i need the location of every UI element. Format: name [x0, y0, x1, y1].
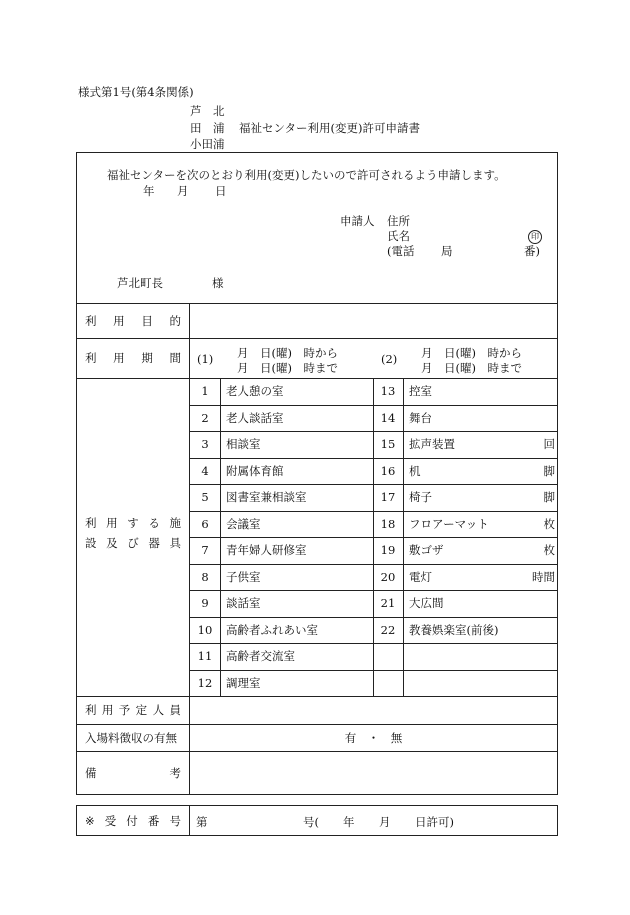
facility-name: 高齢者交流室	[226, 649, 295, 664]
facility-number: 14	[380, 410, 396, 425]
facility-name: 調理室	[226, 675, 261, 690]
application-form	[76, 152, 558, 795]
date-day-label: 日	[215, 184, 227, 198]
facility-number: 21	[380, 596, 396, 611]
period-1-to[interactable]: 月 日(曜) 時まで	[237, 361, 338, 375]
facility-name: 教養娯楽室(前後)	[409, 622, 499, 637]
facility-item[interactable]	[409, 643, 555, 670]
facility-item[interactable]	[409, 458, 555, 485]
facility-name: 控室	[409, 384, 432, 399]
facility-number	[373, 643, 403, 670]
receipt-year: 年	[343, 815, 355, 829]
addressee: 芦北町長	[117, 276, 163, 290]
address-label: 住所	[387, 214, 410, 228]
receipt-day-permit: 日許可)	[415, 815, 454, 829]
facility-number	[373, 670, 403, 697]
facility-name: 老人談話室	[226, 410, 284, 425]
title-prefix-bottom: 小田浦	[190, 137, 225, 151]
purpose-label: 利 用 目 的	[85, 313, 181, 328]
title-prefix-top: 芦 北	[190, 104, 225, 118]
period-2-from[interactable]: 月 日(曜) 時から	[421, 346, 522, 360]
period-1-marker: (1)	[197, 352, 214, 366]
facility-number: 1	[201, 384, 209, 399]
remarks-field[interactable]	[190, 751, 557, 794]
facility-item[interactable]	[409, 405, 555, 432]
form-number: 様式第1号(第4条関係)	[78, 85, 194, 99]
facility-name: 椅子	[409, 490, 432, 505]
facility-unit: 枚	[543, 543, 555, 558]
period-2-marker: (2)	[381, 352, 398, 366]
facility-item[interactable]	[226, 670, 371, 697]
people-label: 利 用 予 定 人 員	[85, 703, 181, 717]
period-1-from[interactable]: 月 日(曜) 時から	[237, 346, 338, 360]
facility-number: 19	[380, 543, 396, 558]
facility-number: 6	[201, 516, 209, 531]
facility-number: 13	[380, 384, 396, 399]
honorific: 様	[212, 276, 224, 290]
receipt-label: ※ 受 付 番 号	[85, 813, 181, 828]
facility-unit: 脚	[543, 463, 555, 478]
facility-number: 11	[197, 649, 213, 664]
facility-item[interactable]	[409, 617, 555, 644]
facility-item[interactable]	[226, 511, 371, 538]
period-label: 利 用 期 間	[85, 351, 181, 365]
facility-item[interactable]	[226, 484, 371, 511]
receipt-prefix: 第	[196, 815, 208, 829]
facility-number: 12	[197, 675, 213, 690]
facility-unit: 時間	[532, 569, 555, 584]
facility-name: 会議室	[226, 516, 261, 531]
facility-item[interactable]	[409, 484, 555, 511]
facility-name: 電灯	[409, 569, 432, 584]
facility-number: 18	[380, 516, 396, 531]
facility-number: 15	[380, 437, 396, 452]
facility-item[interactable]	[409, 670, 555, 697]
facility-item[interactable]	[409, 564, 555, 591]
facility-item[interactable]	[226, 458, 371, 485]
facility-name: 机	[409, 463, 421, 478]
seal-icon: 印	[528, 230, 542, 244]
remarks-label: 備 考	[85, 765, 181, 780]
receipt-box	[76, 805, 558, 836]
phone-station: 局	[441, 244, 453, 258]
seal-mark	[528, 228, 542, 244]
facility-item[interactable]	[226, 564, 371, 591]
facility-number: 20	[380, 569, 396, 584]
facility-item[interactable]	[226, 405, 371, 432]
facility-number: 9	[201, 596, 209, 611]
facility-number: 16	[380, 463, 396, 478]
purpose-field[interactable]	[190, 303, 557, 338]
document-title: 福祉センター利用(変更)許可申請書	[239, 121, 421, 135]
facility-name: 敷ゴザ	[409, 543, 444, 558]
date-year-label: 年	[143, 184, 155, 198]
facility-name: 附属体育館	[226, 463, 284, 478]
facility-unit: 脚	[543, 490, 555, 505]
applicant-label: 申請人	[340, 214, 375, 228]
facility-name: 談話室	[226, 596, 261, 611]
facility-label-line-2: 設 及 び 器 具	[85, 536, 181, 550]
facility-name: 舞台	[409, 410, 432, 425]
facility-item[interactable]	[409, 590, 555, 617]
facility-item[interactable]	[226, 537, 371, 564]
facility-grid	[190, 378, 557, 696]
facility-name: フロアーマット	[409, 516, 489, 531]
name-label: 氏名	[387, 229, 410, 243]
facility-name: 拡声装置	[409, 437, 455, 452]
phone-close: 番)	[524, 244, 540, 258]
facility-name: 青年婦人研修室	[226, 543, 307, 558]
application-statement: 福祉センターを次のとおり利用(変更)したいので許可されるよう申請します。	[107, 168, 506, 182]
facility-number: 8	[201, 569, 209, 584]
facility-name: 老人憩の室	[226, 384, 284, 399]
facility-item[interactable]	[226, 643, 371, 670]
facility-item[interactable]	[409, 537, 555, 564]
phone-open: (電話	[387, 244, 415, 258]
facility-name: 子供室	[226, 569, 261, 584]
facility-item[interactable]	[226, 617, 371, 644]
facility-name: 高齢者ふれあい室	[226, 622, 318, 637]
facility-item[interactable]	[226, 590, 371, 617]
facility-label-line-1: 利 用 す る 施	[85, 516, 181, 530]
receipt-month: 月	[379, 815, 391, 829]
facility-unit: 枚	[543, 516, 555, 531]
facility-number: 17	[380, 490, 396, 505]
facility-number: 7	[201, 543, 209, 558]
facility-number: 10	[197, 622, 213, 637]
admission-choice[interactable]: 有 ・ 無	[344, 730, 403, 745]
facility-number: 3	[201, 437, 209, 452]
title-prefix-mid: 田 浦	[190, 121, 225, 135]
facility-item[interactable]	[409, 431, 555, 458]
facility-item[interactable]	[226, 378, 371, 405]
facility-item[interactable]	[409, 511, 555, 538]
facility-name: 図書室兼相談室	[226, 490, 307, 505]
facility-name: 大広間	[409, 596, 444, 611]
facility-number: 4	[201, 463, 209, 478]
people-field[interactable]	[190, 696, 557, 724]
date-month-label: 月	[177, 184, 189, 198]
facility-number: 5	[201, 490, 209, 505]
facility-item[interactable]	[409, 378, 555, 405]
facility-number: 22	[380, 622, 396, 637]
receipt-go: 号(	[303, 815, 319, 829]
facility-number: 2	[201, 410, 209, 425]
period-2-to[interactable]: 月 日(曜) 時まで	[421, 361, 522, 375]
admission-label: 入場料徴収の有無	[85, 730, 177, 745]
facility-item[interactable]	[226, 431, 371, 458]
facility-name: 相談室	[226, 437, 261, 452]
facility-unit: 回	[543, 437, 555, 452]
